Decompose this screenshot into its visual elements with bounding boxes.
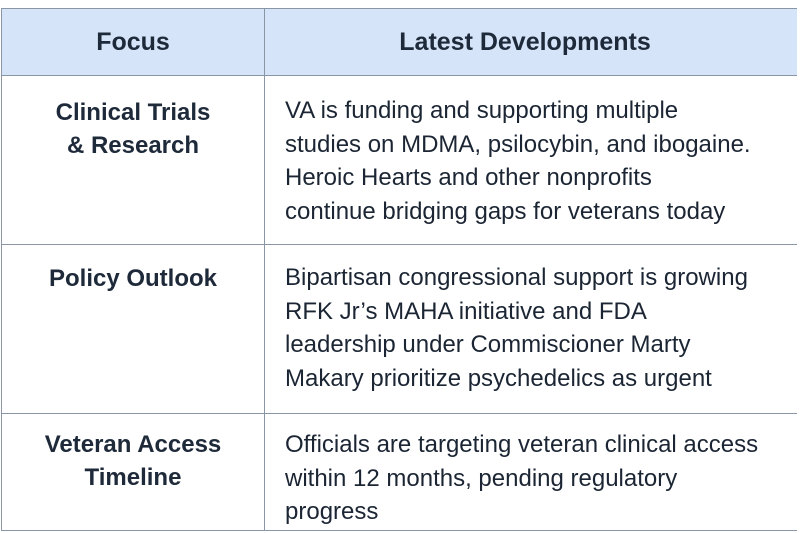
header-latest-developments: Latest Developments bbox=[399, 27, 651, 56]
developments-table bbox=[1, 8, 797, 531]
developments-cell bbox=[265, 414, 797, 530]
development-text-line: Makary prioritize psychedelics as urgent bbox=[285, 364, 712, 392]
development-text-line: RFK Jr’s MAHA initiative and FDA bbox=[285, 297, 647, 325]
developments-cell bbox=[265, 76, 797, 244]
development-text-line: progress bbox=[285, 498, 379, 525]
development-text-line: studies on MDMA, psilocybin, and ibogaine. bbox=[285, 130, 751, 158]
table-row bbox=[2, 245, 797, 414]
development-text-line: leadership under Commiscioner Marty bbox=[285, 331, 691, 358]
focus-cell bbox=[2, 414, 265, 530]
focus-text-line: Clinical Trials bbox=[55, 99, 211, 126]
header-focus: Focus bbox=[2, 9, 265, 75]
development-text-line: continue bridging gaps for veterans today bbox=[285, 197, 726, 225]
development-text-line: Officials are targeting veteran clinical access bbox=[285, 431, 759, 458]
focus-text-line: Policy Outlook bbox=[48, 265, 218, 292]
focus-text-line: & Research bbox=[66, 132, 200, 159]
development-text-line: VA is funding and supporting multiple bbox=[285, 97, 679, 124]
development-text-line: Bipartisan congressional support is growing bbox=[285, 264, 748, 291]
focus-cell bbox=[2, 245, 265, 413]
focus-cell bbox=[2, 76, 265, 244]
focus-text-line: Timeline bbox=[84, 464, 182, 491]
table-row bbox=[2, 414, 797, 530]
focus-text-line: Veteran Access bbox=[44, 431, 222, 458]
table-row bbox=[2, 76, 797, 245]
table-header-row bbox=[2, 9, 797, 76]
development-text-line: Heroic Hearts and other nonprofits bbox=[285, 164, 652, 191]
developments-cell bbox=[265, 245, 797, 413]
development-text-line: within 12 months, pending regulatory bbox=[285, 464, 678, 492]
